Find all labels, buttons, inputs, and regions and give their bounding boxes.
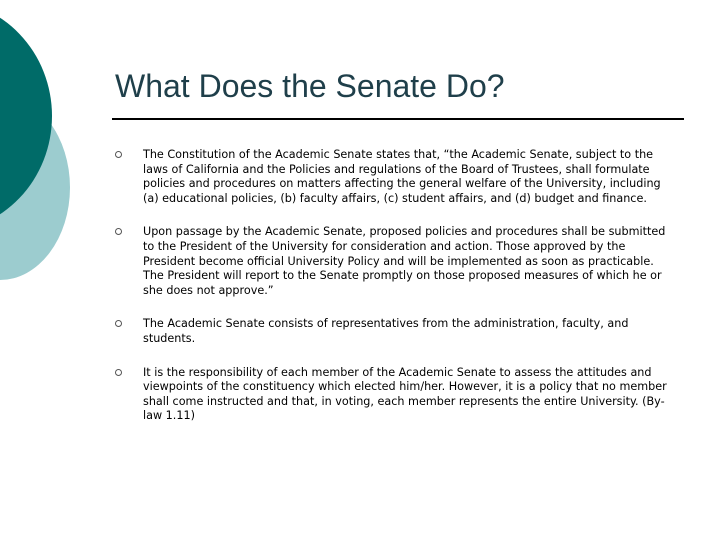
bullet-item bbox=[115, 148, 675, 206]
bullet-text: Upon passage by the Academic Senate, proposed policies and procedures shall be submitted to the President of the University for consideration and action. Those approved by the President become official University Policy and will be implemented as soon as practicable. The President will report to the Senate promptly on those proposed measures of which he or she does not approve.” bbox=[143, 225, 666, 297]
bullet-list bbox=[115, 148, 675, 443]
bullet-circle-icon bbox=[115, 151, 122, 158]
bullet-circle-icon bbox=[115, 320, 122, 327]
bullet-text: The Academic Senate consists of representatives from the administration, faculty, and students. bbox=[143, 317, 629, 345]
bullet-text: The Constitution of the Academic Senate states that, “the Academic Senate, subject to the laws of California and the Policies and regulations of the Board of Trustees, shall formulate policies and procedures on matters affecting the general welfare of the University, including (a) educational policies, (b) faculty affairs, (c) student affairs, and (d) budget and finance. bbox=[143, 148, 661, 205]
slide-title: What Does the Senate Do? bbox=[115, 68, 505, 104]
title-divider bbox=[112, 118, 684, 120]
bullet-item bbox=[115, 225, 675, 298]
bullet-circle-icon bbox=[115, 369, 122, 376]
bullet-item bbox=[115, 317, 675, 346]
bullet-item bbox=[115, 366, 675, 424]
bullet-circle-icon bbox=[115, 228, 122, 235]
bullet-text: It is the responsibility of each member of the Academic Senate to assess the attitudes and viewpoints of the constituency which elected him/her. However, it is a policy that no member shall come instructed and that, in voting, each member represents the entire University. (By-law 1.11) bbox=[143, 365, 667, 423]
